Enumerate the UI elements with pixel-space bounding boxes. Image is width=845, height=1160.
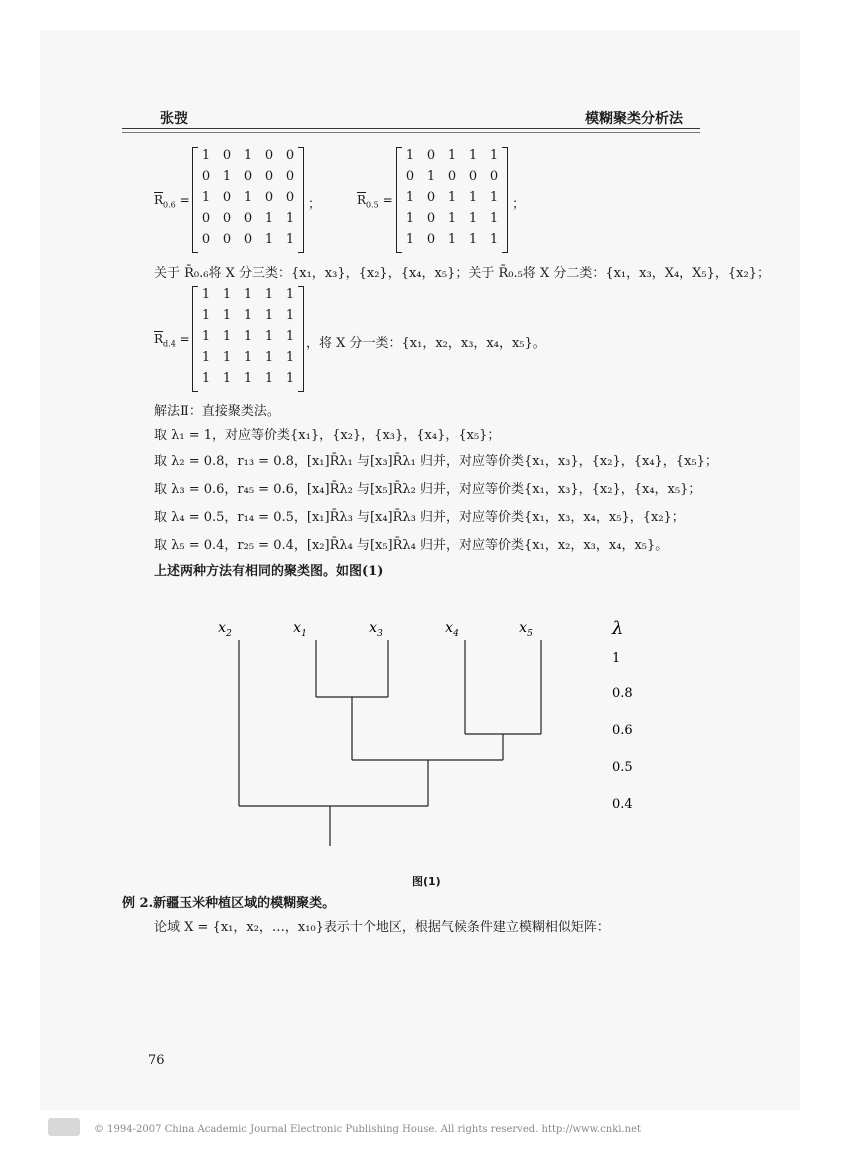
matrix-cell: 1 [447, 211, 457, 226]
matrix-row [396, 169, 508, 191]
dendrogram [0, 600, 845, 860]
step-5: 取 λ₅ = 0.4，r₂₅ = 0.4，[x₂]R̄λ₄ 与[x₅]R̄λ₄ 归并，对应等价类{x₁，x₂，x₃，x₄，x₅}。 [154, 538, 669, 553]
matrix-cell: 1 [285, 211, 295, 226]
matrix-cell: 1 [285, 232, 295, 247]
matrix-cell: 0 [243, 211, 253, 226]
matrix-row [192, 329, 304, 351]
matrix-cell: 1 [489, 148, 499, 163]
matrix-row [192, 148, 304, 170]
matrix-cell: 1 [243, 190, 253, 205]
matrix-cell: 0 [426, 190, 436, 205]
matrix-cell: 1 [468, 190, 478, 205]
matrix-cell: 0 [285, 148, 295, 163]
level-label: 0.8 [612, 686, 633, 701]
matrix-cell: 0 [243, 169, 253, 184]
matrix-cell: 1 [489, 190, 499, 205]
example2-title: 例 2.新疆玉米种植区域的模糊聚类。 [122, 896, 336, 911]
matrix-cell: 0 [426, 211, 436, 226]
matrix-cell: 1 [489, 211, 499, 226]
matrix-cell: 0 [222, 148, 232, 163]
step-4: 取 λ₄ = 0.5，r₁₄ = 0.5，[x₁]R̄λ₃ 与[x₄]R̄λ₃ 归并，对应等价类{x₁，x₃，x₄，x₅}，{x₂}； [154, 510, 685, 525]
matrix-cell: 1 [264, 308, 274, 323]
header-rule [122, 128, 700, 129]
header-rule-thin [122, 132, 700, 133]
matrix-cell: 1 [285, 287, 295, 302]
matrix-r05-label: $\overline{R}_{0.5}$ = [357, 193, 393, 210]
matrix-cell: 1 [201, 308, 211, 323]
matrix-cell: 0 [222, 190, 232, 205]
matrix-row [192, 287, 304, 309]
matrix-cell: 1 [405, 148, 415, 163]
matrix-cell: 0 [264, 148, 274, 163]
matrix-cell: 1 [201, 371, 211, 386]
method2-heading: 解法Ⅱ：直接聚类法。 [154, 404, 280, 419]
matrix-cell: 1 [264, 329, 274, 344]
matrix-cell: 1 [222, 169, 232, 184]
matrix-row [396, 211, 508, 233]
level-label: 0.6 [612, 723, 633, 738]
matrix-cell: 1 [405, 190, 415, 205]
matrix-r05-tail: ； [512, 197, 526, 212]
matrix-cell: 0 [426, 148, 436, 163]
matrix-cell: 1 [222, 329, 232, 344]
matrix-cell: 1 [405, 232, 415, 247]
header-title: 模糊聚类分析法 [585, 111, 683, 127]
matrix-cell: 1 [243, 308, 253, 323]
level-label: 0.5 [612, 760, 633, 775]
matrix-r06-label: $\overline{R}_{0.6}$ = [154, 193, 190, 210]
matrix-r06-tail: ； [308, 197, 322, 212]
matrix-cell: 0 [201, 169, 211, 184]
matrix-cell: 1 [264, 350, 274, 365]
matrix-cell: 1 [201, 329, 211, 344]
same-graph-text: 上述两种方法有相同的聚类图。如图(1) [154, 564, 384, 579]
matrix-cell: 0 [243, 232, 253, 247]
matrix-row [396, 148, 508, 170]
matrix-cell: 1 [468, 211, 478, 226]
cnki-logo [48, 1118, 80, 1136]
matrix-cell: 1 [447, 148, 457, 163]
matrix-cell: 1 [264, 211, 274, 226]
matrix-cell: 1 [426, 169, 436, 184]
matrix-row [192, 211, 304, 233]
step-2: 取 λ₂ = 0.8，r₁₃ = 0.8，[x₁]R̄λ₁ 与[x₃]R̄λ₁ 归并，对应等价类{x₁，x₃}，{x₂}，{x₄}，{x₅}； [154, 454, 718, 469]
matrix-cell: 1 [264, 371, 274, 386]
matrix-cell: 0 [222, 211, 232, 226]
matrix-cell: 1 [222, 350, 232, 365]
matrix-cell: 1 [285, 329, 295, 344]
classify-line: 关于 R̄₀.₆将 X 分三类：{x₁，x₃}，{x₂}，{x₄，x₅}；关于 R̄₀.₅将 X 分二类：{x₁，x₃，X₄，X₅}，{x₂}； [154, 266, 770, 281]
step-1: 取 λ₁ = 1，对应等价类{x₁}，{x₂}，{x₃}，{x₄}，{x₅}； [154, 428, 501, 443]
matrix-cell: 1 [201, 287, 211, 302]
header-author: 张弢 [160, 111, 188, 127]
matrix-r04 [192, 286, 304, 392]
matrix-cell: 0 [264, 190, 274, 205]
leaf-label: $x_1$ [293, 620, 307, 639]
matrix-cell: 1 [222, 308, 232, 323]
level-label: 0.4 [612, 797, 633, 812]
matrix-cell: 1 [264, 287, 274, 302]
matrix-cell: 1 [243, 350, 253, 365]
matrix-cell: 1 [222, 287, 232, 302]
matrix-cell: 0 [489, 169, 499, 184]
matrix-cell: 1 [243, 148, 253, 163]
leaf-label: $x_3$ [369, 620, 383, 639]
matrix-cell: 0 [468, 169, 478, 184]
matrix-cell: 1 [285, 308, 295, 323]
lambda-symbol: λ [612, 618, 624, 639]
matrix-cell: 1 [468, 232, 478, 247]
matrix-cell: 1 [243, 371, 253, 386]
matrix-cell: 1 [201, 190, 211, 205]
dendrogram-lines [239, 640, 541, 846]
leaf-label: $x_2$ [218, 620, 232, 639]
matrix-cell: 0 [447, 169, 457, 184]
matrix-r05 [396, 147, 508, 253]
matrix-cell: 0 [264, 169, 274, 184]
matrix-cell: 1 [447, 190, 457, 205]
matrix-cell: 0 [222, 232, 232, 247]
matrix-row [192, 190, 304, 212]
matrix-cell: 1 [264, 232, 274, 247]
matrix-cell: 0 [285, 190, 295, 205]
matrix-row [396, 232, 508, 254]
matrix-row [192, 371, 304, 393]
matrix-cell: 1 [405, 211, 415, 226]
matrix-cell: 1 [468, 148, 478, 163]
matrix-cell: 0 [426, 232, 436, 247]
matrix-row [192, 308, 304, 330]
matrix-cell: 1 [243, 287, 253, 302]
matrix-cell: 1 [201, 350, 211, 365]
figure-caption: 图(1) [412, 875, 441, 888]
example2-text: 论域 X = {x₁，x₂，…，x₁₀}表示十个地区，根据气候条件建立模糊相似矩阵： [154, 920, 610, 935]
matrix-cell: 0 [201, 211, 211, 226]
leaf-label: $x_5$ [519, 620, 533, 639]
matrix-row [396, 190, 508, 212]
level-label: 1 [612, 651, 621, 666]
matrix-cell: 1 [222, 371, 232, 386]
matrix-cell: 0 [285, 169, 295, 184]
matrix-cell: 1 [285, 350, 295, 365]
step-3: 取 λ₃ = 0.6，r₄₅ = 0.6，[x₄]R̄λ₂ 与[x₅]R̄λ₂ 归并，对应等价类{x₁，x₃}，{x₂}，{x₄，x₅}； [154, 482, 702, 497]
matrix-cell: 1 [447, 232, 457, 247]
matrix-row [192, 350, 304, 372]
page-number: 76 [148, 1053, 165, 1068]
matrix-cell: 1 [243, 329, 253, 344]
matrix-r04-tail: ，将 X 分一类：{x₁，x₂，x₃，x₄，x₅}。 [306, 336, 546, 351]
matrix-cell: 0 [405, 169, 415, 184]
matrix-cell: 0 [201, 232, 211, 247]
matrix-row [192, 169, 304, 191]
matrix-r06 [192, 147, 304, 253]
leaf-label: $x_4$ [445, 620, 459, 639]
matrix-cell: 1 [285, 371, 295, 386]
matrix-cell: 1 [489, 232, 499, 247]
matrix-r04-label: $\overline{R}_{d.4}$ = [154, 332, 190, 349]
matrix-row [192, 232, 304, 254]
matrix-cell: 1 [201, 148, 211, 163]
copyright-text: © 1994-2007 China Academic Journal Electronic Publishing House. All rights reserved. http://www.cnki.net [94, 1124, 642, 1135]
